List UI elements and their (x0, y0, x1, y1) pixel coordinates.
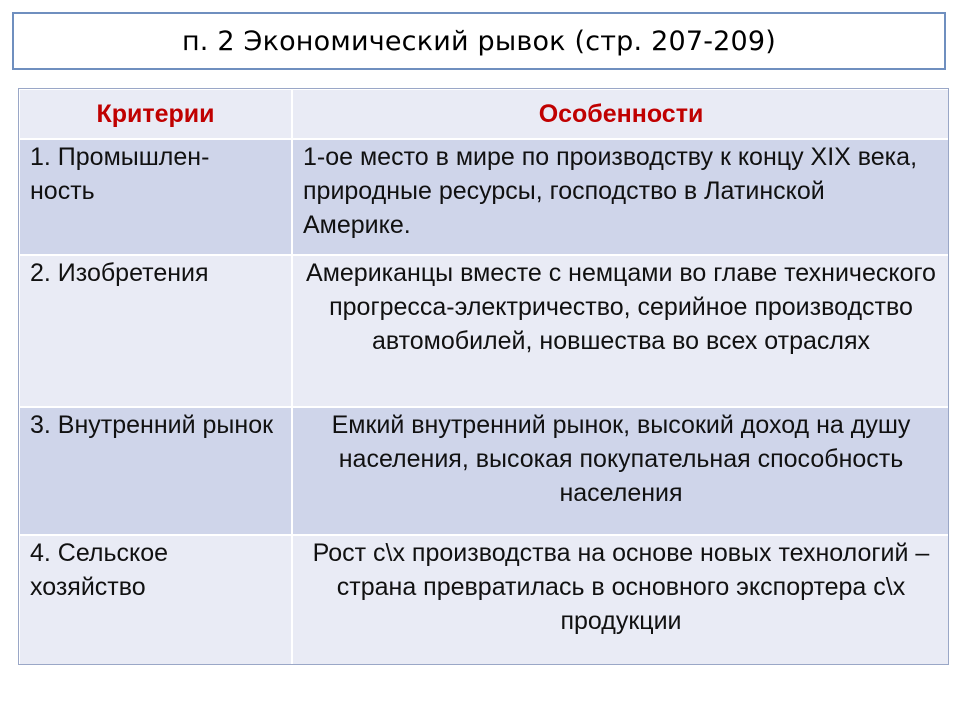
header-features: Особенности (292, 89, 950, 139)
criterion-cell (19, 139, 292, 255)
feature-cell: 1-ое место в мире по производству к концу XIX века, природные ресурсы, господство в Латинской Америке. (292, 139, 950, 255)
table-row (19, 255, 950, 407)
criterion-text-line1: 1. Промышлен- (30, 143, 210, 171)
criteria-table (18, 88, 951, 667)
feature-cell: Рост с\х производства на основе новых технологий – страна превратилась в основного экспортера с\х продукции (292, 535, 950, 666)
criterion-cell: 3. Внутренний рынок (19, 407, 292, 535)
feature-cell: Американцы вместе с немцами во главе технического прогресса-электричество, серийное производство автомобилей, новшества во всех отраслях (292, 255, 950, 407)
table-header-row (19, 89, 950, 139)
header-criteria: Критерии (19, 89, 292, 139)
criterion-cell: 4. Сельское хозяйство (19, 535, 292, 666)
slide-title: п. 2 Экономический рывок (стр. 207-209) (181, 25, 777, 57)
criterion-cell: 2. Изобретения (19, 255, 292, 407)
criterion-text-line2: ность (30, 177, 95, 205)
feature-cell: Емкий внутренний рынок, высокий доход на душу населения, высокая покупательная способность населения (292, 407, 950, 535)
table-row (19, 407, 950, 535)
slide-title-box (12, 12, 946, 70)
table-row (19, 535, 950, 666)
table-row (19, 139, 950, 255)
